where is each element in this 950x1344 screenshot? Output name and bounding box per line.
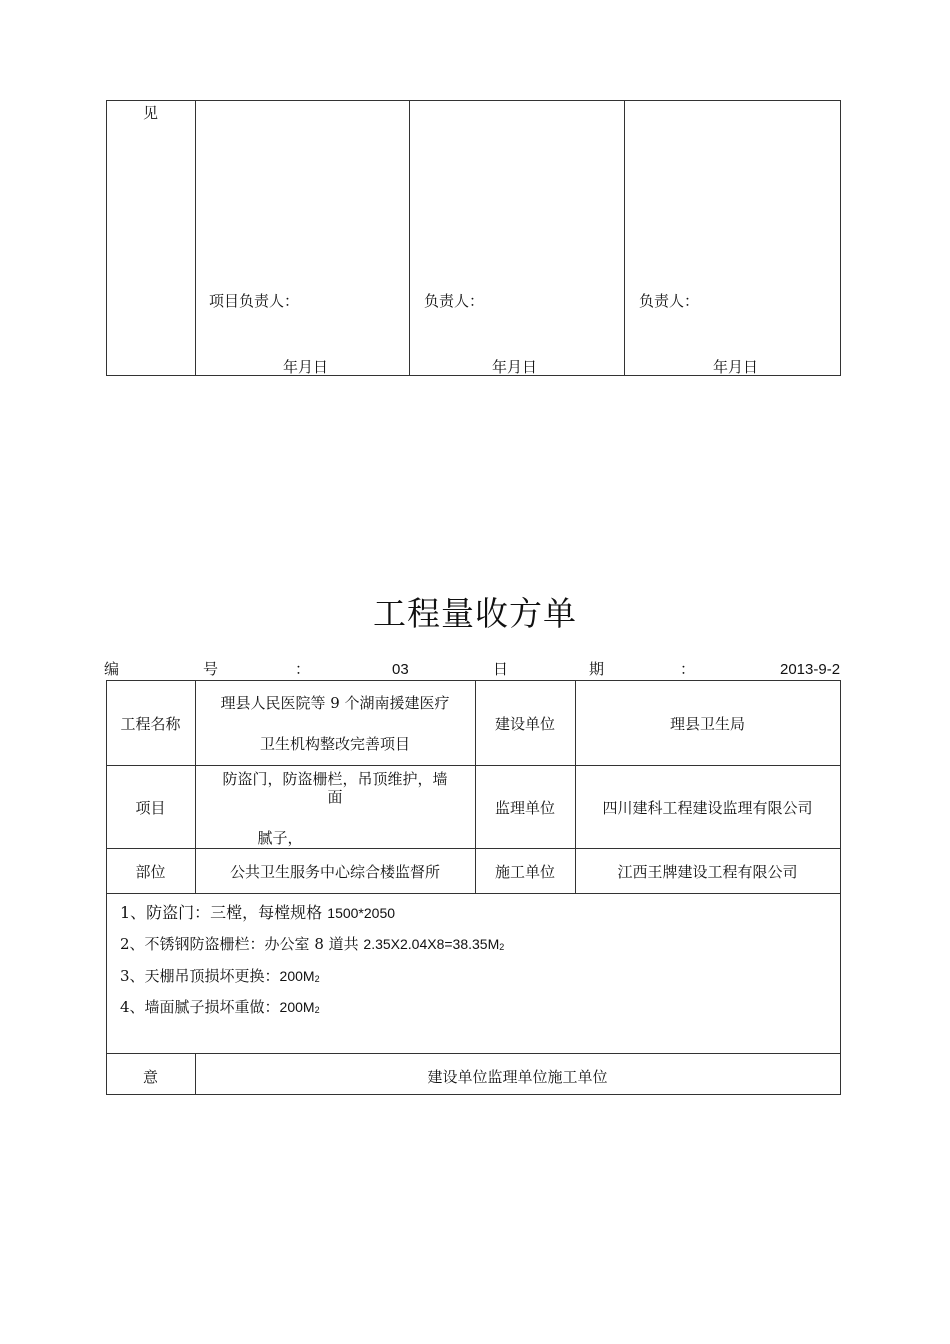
part-value: 公共卫生服务中心综合楼监督所 (229, 863, 440, 881)
item-line-2: 面 (327, 788, 343, 806)
date-label-2: 年月日 (492, 358, 538, 376)
detail-line: 2、不锈钢防盗栅栏：办公室 8 道共 $2.35X2.04X8=38.35M_2$ (120, 935, 505, 953)
contractor-value: 江西王牌建设工程有限公司 (617, 863, 798, 881)
part-label: 部位 (135, 863, 166, 881)
date-colon: ： (680, 660, 696, 678)
form-title: 工程量收方单 (373, 594, 577, 633)
item-line-1: 防盗门，防盗栅栏，吊顶维护，墙 (222, 770, 448, 788)
detail-line: 1、防盗门：三樘，每樘规格 1500*2050 (120, 903, 396, 922)
opinion-units: 建设单位监理单位施工单位 (427, 1068, 608, 1086)
builder-label: 建设单位 (494, 715, 555, 733)
date-label-char-1: 日 (493, 660, 509, 678)
opinion-label-top: 见 (143, 104, 159, 122)
supervisor-label: 监理单位 (494, 799, 555, 817)
leader-label-2: 负责人： (424, 292, 485, 310)
form-date: 2013-9-2 (780, 661, 841, 678)
detail-line: 3、天棚吊顶损坏更换：$200M_2$ (120, 967, 320, 985)
opinion-label: 意 (142, 1068, 158, 1086)
date-label-1: 年月日 (283, 358, 329, 376)
project-name-label: 工程名称 (120, 715, 181, 733)
supervisor-value: 四川建科工程建设监理有限公司 (602, 799, 813, 817)
project-name-line-1: 理县人民医院等 9 个湖南援建医疗 (220, 694, 450, 712)
contractor-label: 施工单位 (494, 863, 555, 881)
leader-label-3: 负责人： (639, 292, 700, 310)
item-label: 项目 (135, 799, 166, 817)
project-name-line-2: 卫生机构整改完善项目 (259, 735, 410, 753)
serial-colon: ： (295, 660, 311, 678)
date-label-char-2: 期 (589, 660, 605, 678)
serial-number: 03 (392, 661, 409, 678)
project-leader-label: 项目负责人： (209, 292, 300, 310)
date-label-3: 年月日 (713, 358, 759, 376)
serial-label-char-2: 号 (203, 660, 219, 678)
item-line-3: 腻子， (257, 829, 303, 847)
builder-value: 理县卫生局 (669, 715, 745, 733)
serial-label-char-1: 编 (104, 660, 120, 678)
detail-line: 4、墙面腻子损坏重做：$200M_2$ (120, 998, 320, 1016)
